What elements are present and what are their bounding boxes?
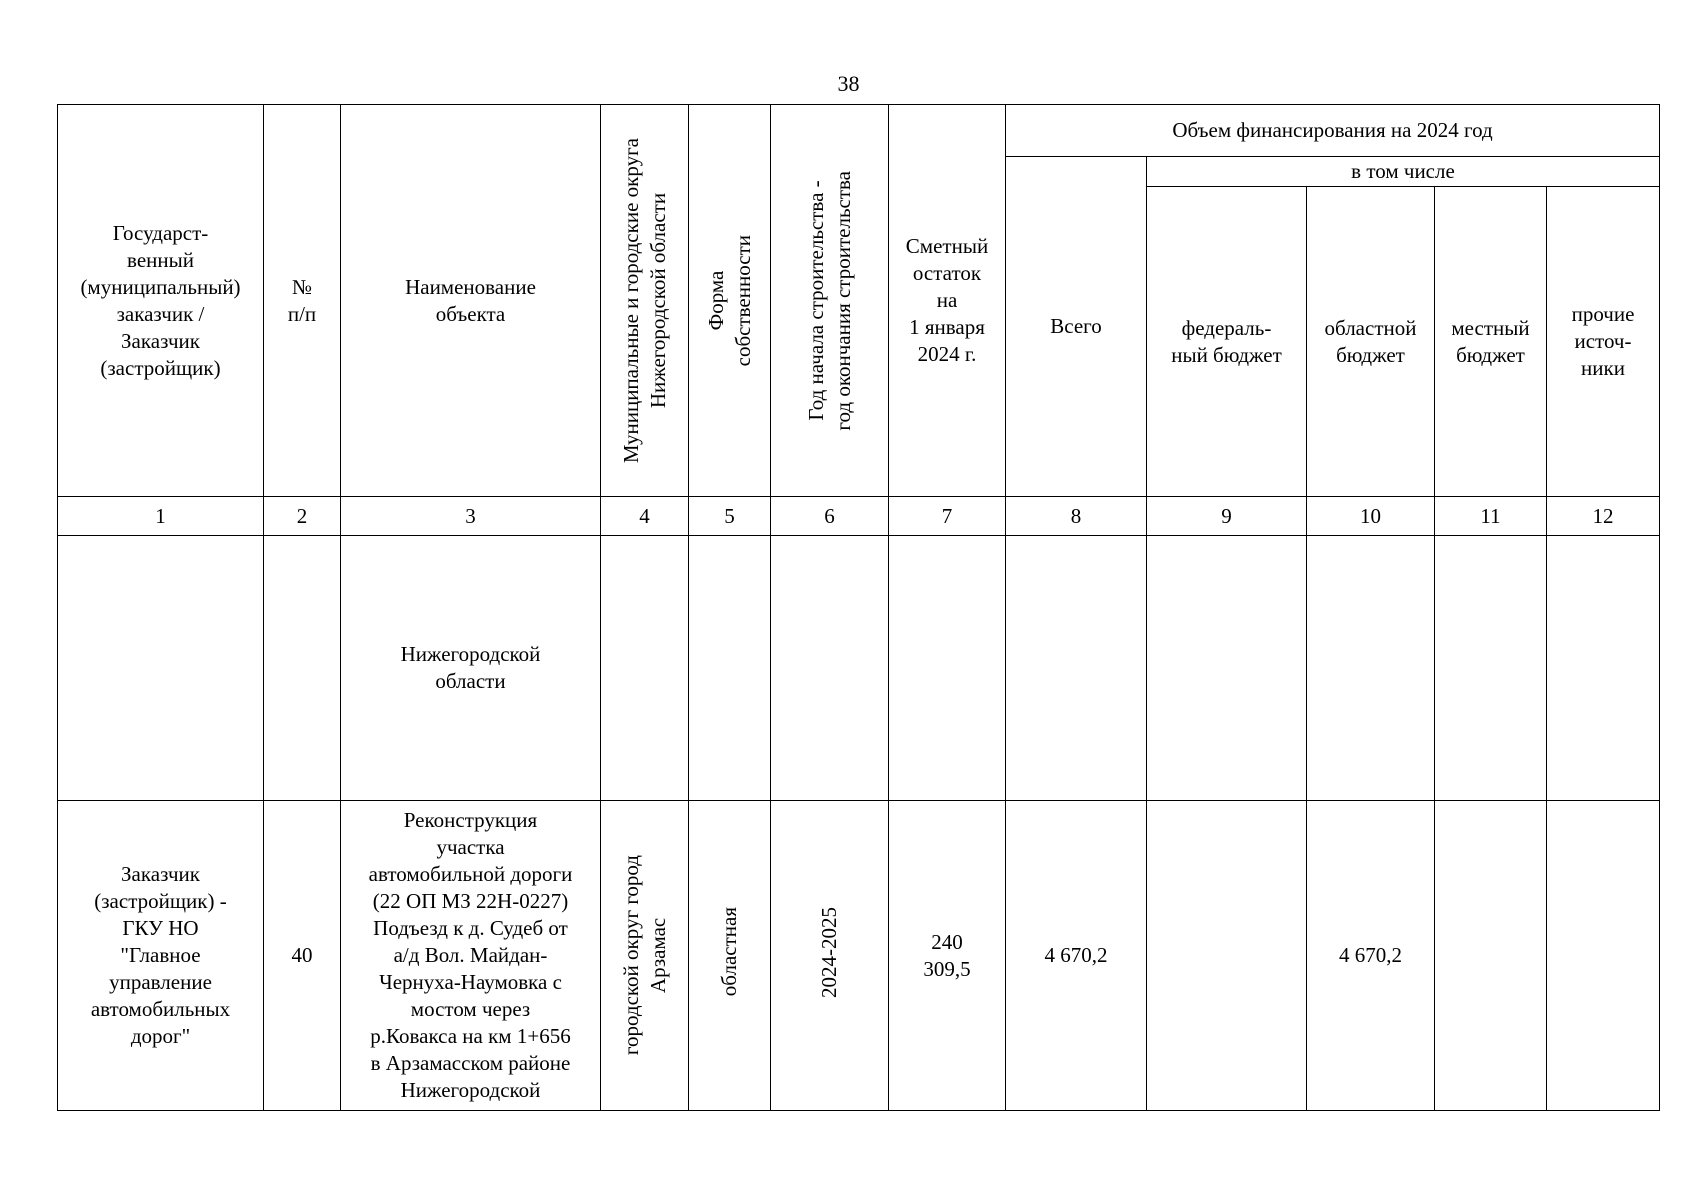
header-other: прочие источ- ники (1547, 187, 1660, 497)
header-municipality: Муниципальные и городские округа Нижегородской области (601, 105, 689, 497)
column-number: 9 (1147, 497, 1307, 536)
row-object-name: Реконструкция участка автомобильной дороги (22 ОП МЗ 22Н-0227) Подъезд к д. Судеб от а/д Вол. Майдан- Чернуха-Наумовка с мостом через р.Ковакса на км 1+656 в Арзамасском районе Нижегородской (341, 801, 601, 1111)
row-number: 40 (264, 801, 341, 1111)
row-years: 2024-2025 (771, 801, 889, 1111)
row-estimate-balance: 240 309,5 (889, 801, 1006, 1111)
financing-table (57, 104, 1660, 1111)
row-total: 4 670,2 (1006, 801, 1147, 1111)
column-numbers-row (58, 497, 1660, 536)
page-number: 38 (837, 71, 860, 96)
header-local: местный бюджет (1435, 187, 1547, 497)
row-ownership: областная (689, 801, 771, 1111)
column-number: 4 (601, 497, 689, 536)
row-other (1547, 801, 1660, 1111)
row-local (1435, 801, 1547, 1111)
header-estimate-balance: Сметный остаток на 1 января 2024 г. (889, 105, 1006, 497)
row-federal (1147, 801, 1307, 1111)
header-number: № п/п (264, 105, 341, 497)
row-regional: 4 670,2 (1307, 801, 1435, 1111)
header-ownership: Форма собственности (689, 105, 771, 497)
header-regional: областной бюджет (1307, 187, 1435, 497)
header-including: в том числе (1147, 157, 1660, 187)
column-number: 3 (341, 497, 601, 536)
header-years: Год начала строительства - год окончания строительства (771, 105, 889, 497)
column-number: 2 (264, 497, 341, 536)
header-object-name: Наименование объекта (341, 105, 601, 497)
column-number: 6 (771, 497, 889, 536)
row-municipality: городской округ город Арзамас (601, 801, 689, 1111)
header-total: Всего (1006, 157, 1147, 497)
continuation-object-name: Нижегородской области (341, 536, 601, 801)
row-customer: Заказчик (застройщик) - ГКУ НО "Главное управление автомобильных дорог" (58, 801, 264, 1111)
column-number: 7 (889, 497, 1006, 536)
column-number: 5 (689, 497, 771, 536)
continuation-row (58, 536, 1660, 801)
column-number: 8 (1006, 497, 1147, 536)
column-number: 1 (58, 497, 264, 536)
column-number: 10 (1307, 497, 1435, 536)
header-federal: федераль- ный бюджет (1147, 187, 1307, 497)
table-row (58, 801, 1660, 1111)
header-customer: Государст- венный (муниципальный) заказчик / Заказчик (застройщик) (58, 105, 264, 497)
header-financing-title: Объем финансирования на 2024 год (1006, 105, 1660, 157)
column-number: 11 (1435, 497, 1547, 536)
column-number: 12 (1547, 497, 1660, 536)
